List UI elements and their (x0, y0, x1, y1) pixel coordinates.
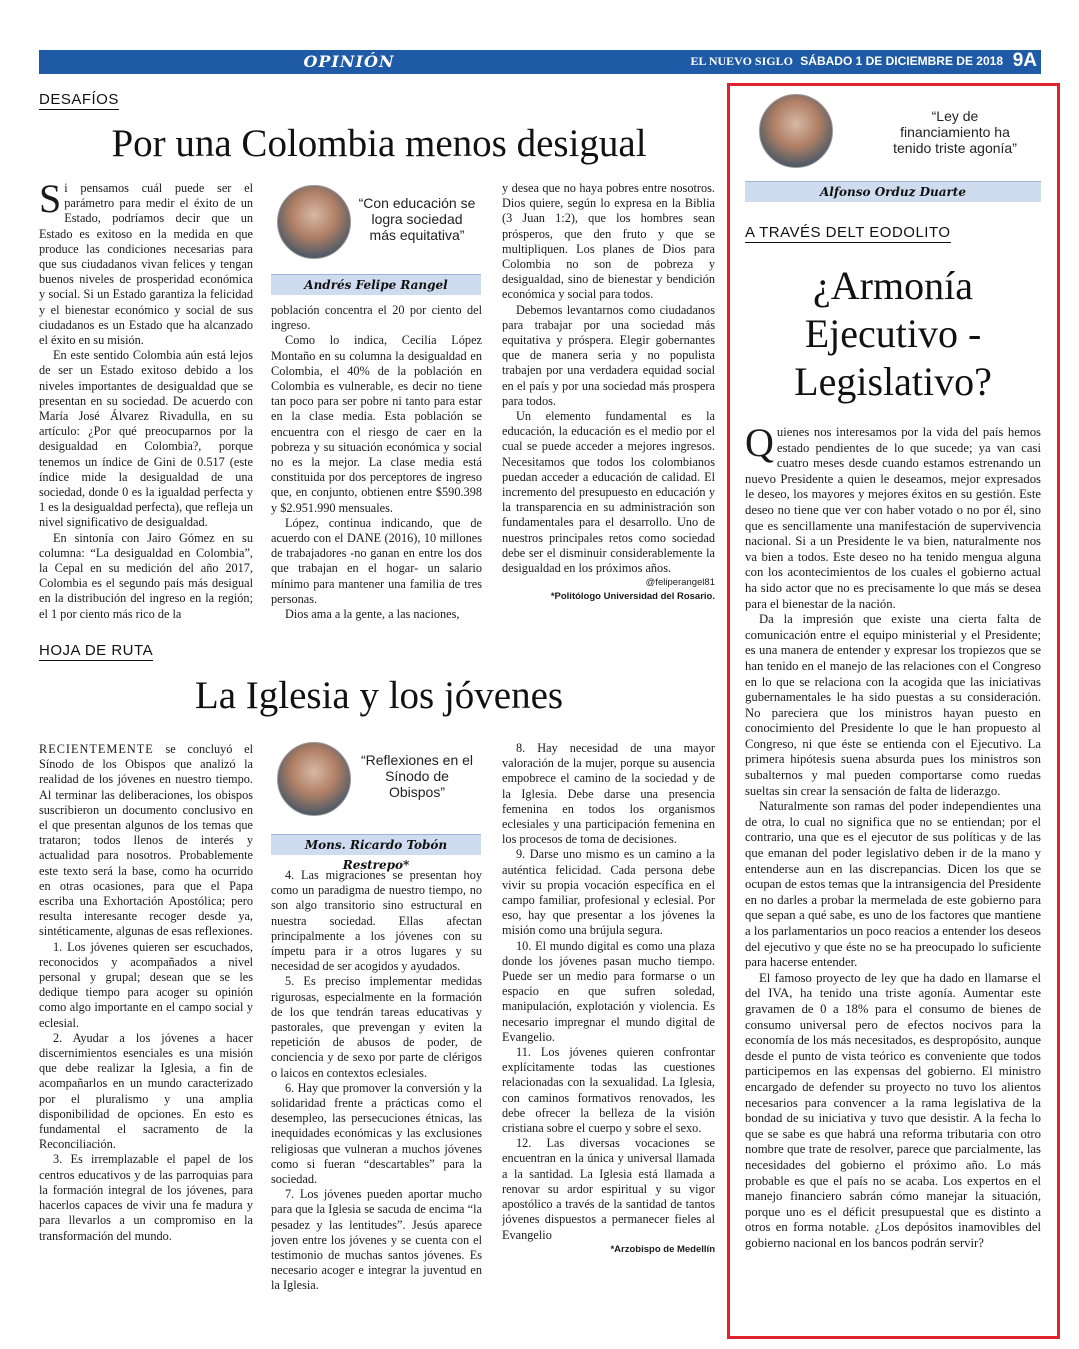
article2-paragraph: 1. Los jóvenes quieren ser escuchados, reconocidos y acompañados a nivel personal y grupal; desean que se les dedique tiempo para acoger su opinión como algo importante en el campo social y eclesial. (39, 939, 253, 1030)
article3-title-line: ¿Armonía (813, 263, 973, 308)
article1-column-3 (502, 181, 715, 623)
article2-paragraph: RECIENTEMENTE se concluyó el Sínodo de los Obispos que analizó la realidad de los jóvenes en nuestro tiempo. Al terminar las deliberaciones, los obispos suscribieron un documento conclusivo en el que presentan algunos de los temas que trataron; todos llenos de interés y actualidad para nosotros. Probablemente este texto será la base, como ha ocurrido en otras ocasiones, para que el Papa escriba una Exhortación Apostólica; pero resulta interesante recoger desde ya, sintéticamente, algunas de esas reflexiones. (39, 742, 253, 939)
pull-quote: “Con educación se logra sociedad más equitativa” (358, 195, 476, 243)
article1-paragraph: Dios ama a la gente, a las naciones, (285, 607, 460, 622)
author-credit: *Arzobispo de Medellín (610, 1243, 715, 1255)
article2-column-3 (502, 741, 715, 1301)
issue-info (690, 54, 1003, 69)
article1-paragraph: Debemos levantarnos como ciudadanos para trabajar por una sociedad más equitativa y próspera. Elegir gobernantes que de manera seria y no populista trabajen por una verdadera equidad social en el país y por una sociedad más prospera para todos. (502, 302, 715, 408)
author-name: Mons. Ricardo Tobón Restrepo* (271, 834, 481, 855)
author-handle: @feliperangel81 (645, 577, 715, 589)
section-name: OPINIÓN (303, 52, 395, 71)
drop-cap: S (39, 181, 62, 221)
author-name: Andrés Felipe Rangel (271, 274, 481, 295)
article2-paragraph: 9. Darse uno mismo es un camino a la auténtica felicidad. Cada persona debe vivir su propia vocación específica en el campo familiar, profesional y eclesial. Por eso, hay que presentar a los jóvenes la misión como una brújula segura. (502, 847, 715, 938)
page-number: 9A (1012, 50, 1037, 71)
article1-paragraph: En sintonía con Jairo Gómez en su columna: “La desigualdad en Colombia”, la Cepal en su medición del año 2017, Colombia es el segundo país más desigual en la distribución del ingreso en la región; el 1 por ciento más rico de la (39, 530, 253, 621)
article1-column-1 (39, 181, 253, 626)
drop-cap: Q (745, 425, 774, 465)
article3-title (745, 262, 1041, 406)
article1-paragraph: Si pensamos cuál puede ser el parámetro para medir el éxito de un Estado, podríamos decir que un Estado es exitoso en la medida en que produce las condiciones necesarias para que sus ciudadanos vivan felices y tengan buenos niveles de prosperidad económica y social. Si un Estado garantiza la felicidad y el bienestar económico y social de sus ciudadanos es un Estado que ha alcanzado el éxito en su misión. (39, 181, 253, 348)
article2-paragraph: 7. Los jóvenes pueden aportar mucho para que la Iglesia se sacuda de encima “la pesadez y las lentitudes”. Jesús aparece joven entre los jóvenes y se cuenta con el testimonio de muchas santos jóvenes. Es necesario acoger e integrar la juventud en la Iglesia. (271, 1187, 482, 1293)
article2-paragraph: 11. Los jóvenes quieren confrontar explícitamente todas las cuestiones relacionadas con la sexualidad. La Iglesia, con caminos formativos renovados, les debe ofrecer la belleza de la visión cristiana sobre el cuerpo y sobre el sexo. (502, 1045, 715, 1136)
article2-paragraph: 4. Las migraciones se presentan hoy como un paradigma de nuestro tiempo, no son algo transitorio sino estructural en nuestra sociedad. Ellas afectan principalmente a los jóvenes con su ímpetu para ir a otros lugares y su necesidad de ser acogidos y ayudados. (271, 868, 482, 974)
article3-paragraph: Naturalmente son ramas del poder independientes una de otra, lo cual no significa que no se entiendan; por el contrario, una que es el ejecutor de sus políticas y de las que emanan del poder legislativo deben ir de la mano y entenderse aun en las discrepancias. Dicen los que se ocupan de estos temas que la intransigencia del Presidente en no darles a probar la mermelada de este gobierno para que sepan a qué sabe, es uno de los factores que mantiene a los parlamentarios un poco reacios a entender los deseos del ejecutivo y que éste no se ha preocupado lo suficiente para hacerse entender. (745, 799, 1041, 970)
author-photo (277, 742, 351, 816)
section-header-band (39, 50, 1041, 74)
newspaper-name: EL NUEVO SIGLO (690, 54, 793, 68)
article1-kicker: DESAFÍOS (39, 91, 119, 108)
article3-body (745, 425, 1041, 1325)
article1-paragraph: López, continua indicando, que de acuerdo con el DANE (2016), 10 millones de trabajadores -no ganan en entre los dos que trabajan en el hogar- un salario mínimo para mantener una familia de tres personas. (271, 515, 482, 606)
article2-paragraph: 5. Es preciso implementar medidas rigurosas, especialmente en la formación de los que tendrán tareas educativas y pastorales, que prevengan y eviten la repetición de abusos de poder, de conciencia y de sexo por parte de clérigos o laicos en contextos eclesiales. (271, 974, 482, 1080)
article2-column-1 (39, 742, 253, 1295)
author-name: Alfonso Orduz Duarte (745, 181, 1041, 202)
author-credit: *Politólogo Universidad del Rosario. (550, 591, 715, 603)
article1-title: Por una Colombia menos desigual (111, 122, 647, 165)
lead-caps: RECIENTEMENTE (39, 742, 154, 756)
pull-quote: “Ley de financiamiento ha tenido triste agonía” (893, 108, 1017, 156)
article1-paragraph: En este sentido Colombia aún está lejos de ser un Estado exitoso debido a los niveles importantes de desigualdad que se presentan en su sociedad. De acuerdo con María José Álvarez Rivadulla, en su artículo: ¿Por qué preocuparnos por la desigualdad en Colombia?, porque tenemos un índice de Gini de 0.517 (este índice mide la desigualdad de una sociedad, donde 0 es la igualdad perfecta y 1 es la desigualdad perfecta), que refleja un nivel significativo de desigualdad. (39, 348, 253, 530)
article2-paragraph: 12. Las diversas vocaciones se encuentran en la única y universal llamada a la santidad. La Iglesia está llamada a renovar su ardor espiritual y su vigor apostólico a través de la santidad de tantos jóvenes dispuestos a permanecer fieles al Evangelio (502, 1136, 715, 1242)
article1-author-box (271, 183, 481, 295)
article1-column-2 (271, 303, 482, 623)
article3-title-line: Legislativo? (794, 359, 992, 404)
article2-paragraph: 3. Es irremplazable el papel de los centros educativos y de las parroquias para la formación integral de los jóvenes, para hacerlos capaces de vivir una fe madura y para llevarlos a un compromiso en la transformación del mundo. (39, 1152, 253, 1243)
pull-quote: “Reflexiones en el Sínodo de Obispos” (360, 752, 474, 800)
article2-title: La Iglesia y los jóvenes (194, 674, 564, 717)
article2-paragraph: 2. Ayudar a los jóvenes a hacer discernimientos esenciales es una misión que debe realizar la Iglesia, a fin de acompañarlos en un mundo caracterizado por el pluralismo y una amplia disponibilidad de opciones. En esto es fundamental el sacramento de la Reconciliación. (39, 1030, 253, 1152)
article1-paragraph: Un elemento fundamental es la educación, la educación es el medio por el cual se puede acceder a mejores ingresos. Necesitamos que todos los colombianos puedan acceder a educación de calidad. El incremento del presupuesto en educación y la transparencia en su administración son fundamentales para el desarrollo. Uno de nuestros principales retos como sociedad debe ser el disminuir considerablemente la desigualdad en los próximos años. (502, 409, 715, 576)
article2-paragraph: 8. Hay necesidad de una mayor valoración de la mujer, porque su ausencia empobrece el camino de la sociedad y de la Iglesia. Debe darse una presencia femenina en todos los organismos eclesiales y una participación femenina en los procesos de toma de decisiones. (502, 741, 715, 847)
article1-paragraph: Como lo indica, Cecilia López Montaño en su columna la desigualdad en Colombia, el 40% de la población en Colombia es vulnerable, es decir no tiene tan poco para ser pobre ni tanto para estar en la clase media. Esta población se encuentra con el riesgo de caer en la pobreza y su situación económica y social no es la mejor. La clase media está constituida por dos perceptores de ingreso que, en conjunto, obtienen entre $590.398 y $2.951.990 mensuales. (271, 333, 482, 515)
article3-title-line: Ejecutivo - (804, 311, 982, 356)
article1-paragraph: y desea que no haya pobres entre nosotros. Dios quiere, según lo expresa en la Biblia (3 Juan 1:2), que los hombres sean prósperos, que den fruto y que se multipliquen. Los planes de Dios para Colombia no son de pobreza y desigualdad, sino de bienestar y bendición económica y social para todos. (502, 181, 715, 302)
article3-paragraph: El famoso proyecto de ley que ha dado en llamarse el del IVA, ha tenido una triste agonía. Aumentar este gravamen de 0 a 18% para el consumo de bienes de consumo universal pero de efectos nocivos para la economía de los más necesitados, es despropósito, aunque desde el punto de vista teórico es conveniente que todos participemos en las expensas del gobierno. El ministro encargado de defender su proyecto no tuvo los alientos necesarios para convencer a la rama legislativa de la bondad de su iniciativa y tuvo que desistir. A la fecha lo que se sabe es que habrá una reforma tributaria con otro nombre que trate de resolver, parece que parcialmente, las necesidades del gobierno el próximo año. Lo más probable es que el país no se acaba. Los expertos en el manejo financiero sabrán cómo manejar la situación, porque uno es el déficit presupuestal que es distinto a otros en forma notable. ¿Los depósitos inamovibles del gobierno nacional en los bancos podrán servir? (745, 970, 1041, 1250)
issue-date: SÁBADO 1 DE DICIEMBRE DE 2018 (800, 54, 1003, 68)
article2-kicker: HOJA DE RUTA (39, 642, 154, 659)
article2-paragraph: 10. El mundo digital es como una plaza donde los jóvenes pasan mucho tiempo. Puede ser un medio para formarse o un espacio en que sufren soledad, manipulación, explotación y violencia. Es necesario impregnar el mundo digital de Evangelio. (502, 938, 715, 1044)
author-photo (277, 185, 351, 259)
article1-paragraph: población concentra el 20 por ciento del ingreso. (271, 303, 482, 333)
article2-paragraph: 6. Hay que promover la conversión y la solidaridad frente a prácticas como el desempleo, las persecuciones étnicas, las inequidades económicas y las exclusiones religiosas que vulneran a muchos jóvenes como si fueran “descartables” para la sociedad. (271, 1080, 482, 1187)
author-photo (759, 94, 833, 168)
article3-paragraph: Quienes nos interesamos por la vida del país hemos estado pendientes de lo que sucede; ya van casi cuatro meses desde cuando estamos estrenando un nuevo Presidente a quien le deseamos, mejor expresados le deseo, los mayores y mejores éxitos en su gestión. Este deseo no tiene que ver con haber votado o no por él, sino que es sencillamente una manifestación de supervivencia nacional. Si a un Presidente le va bien, naturalmente nos va bien a todos. Este deseo no ha tenido mengua alguna con los acontecimientos de los cuales el gobierno actual ha sido actor que no es precisamente lo que más se desea para el bienestar de la nación. (745, 425, 1041, 611)
article3-author-box (745, 92, 1041, 202)
article2-author-box (271, 740, 481, 872)
article3-paragraph: Da la impresión que existe una cierta falta de comunicación entre el equipo ministerial y el Presidente; es una manera de entender y expresar los tropiezos que se han tenido en el manejo de las relaciones con el Congreso en lo que se relaciona con la acogida que las iniciativas gubernamentales le ha sido puestas a su consideración. No pareciera que los ministros hayan puesto en conocimiento del Presidente lo que le han propuesto al Congreso, ni que éste se entienda con el Ejecutivo. La primera hipótesis suena absurda pues los ministros son subalternos y mal pueden comportarse como ruedas sueltas sin crear la sensación de falta de liderazgo. (745, 612, 1041, 798)
article2-column-2 (271, 868, 482, 1298)
article3-kicker: A TRAVÉS DELT EODOLITO (745, 224, 951, 241)
